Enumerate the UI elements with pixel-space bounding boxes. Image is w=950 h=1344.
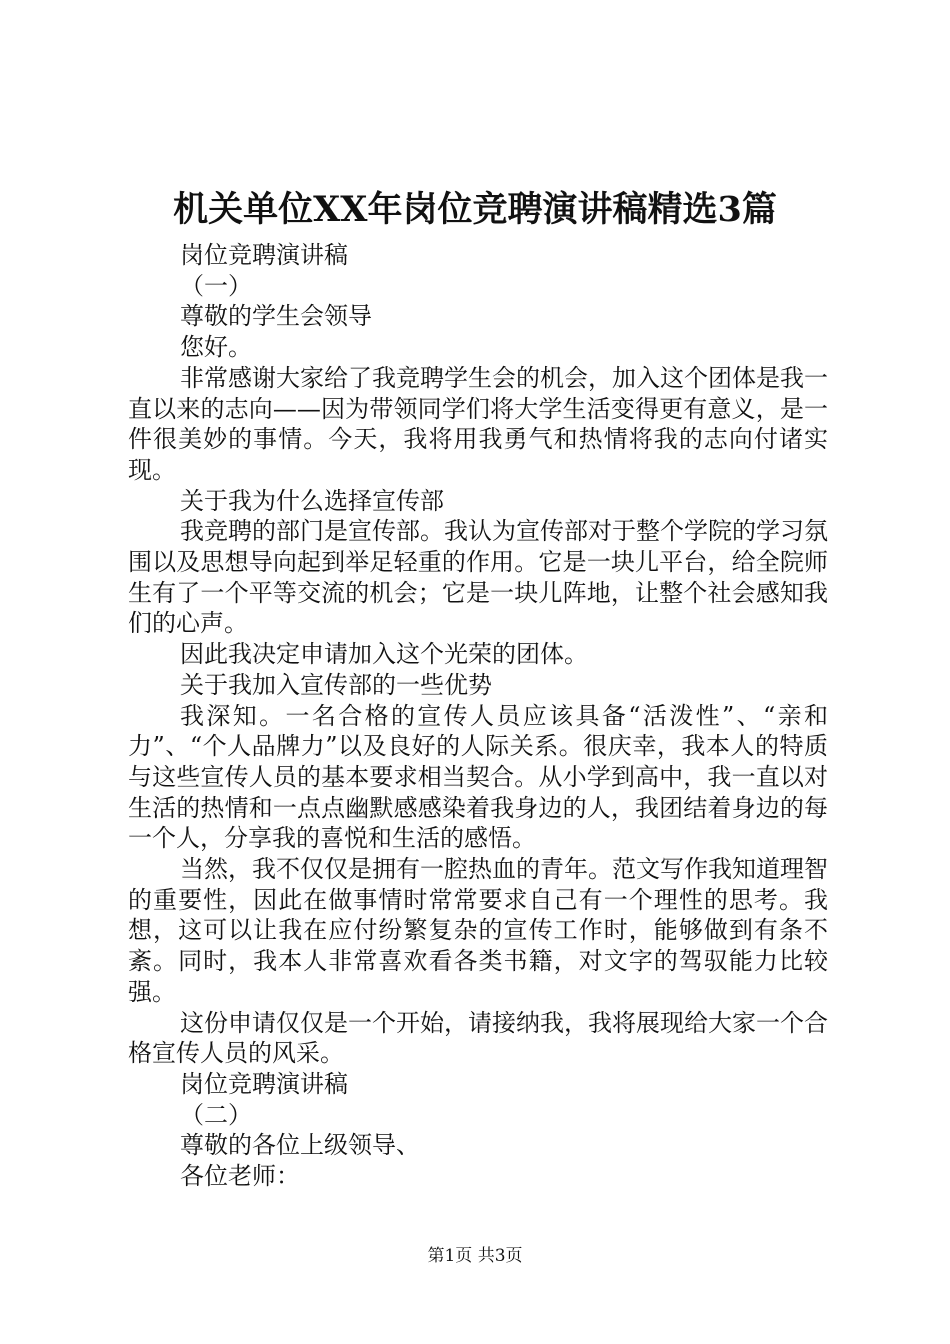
text-line: 岗位竞聘演讲稿 (180, 1069, 348, 1098)
text-line: 关于我加入宣传部的一些优势 (180, 670, 492, 699)
text-line: （一） (180, 271, 252, 300)
paragraph: 非常感谢大家给了我竞聘学生会的机会，加入这个团体是我一直以来的志向——因为带领同学们将大学生活变得更有意义，是一件很美妙的事情。今天，我将用我勇气和热情将我的志向付诸实现。 (128, 363, 828, 484)
paragraph: 当然，我不仅仅是拥有一腔热血的青年。范文写作我知道理智的重要性，因此在做事情时常常要求自己有一个理性的思考。我想，这可以让我在应付纷繁复杂的宣传工作时，能够做到有条不紊。同时，我本人非常喜欢看各类书籍，对文字的驾驭能力比较强。 (128, 855, 828, 1006)
paragraph: 我深知。一名合格的宣传人员应该具备“活泼性”、“亲和力”、“个人品牌力”以及良好的人际关系。很庆幸，我本人的特质与这些宣传人员的基本要求相当契合。从小学到高中，我一直以对生活的热情和一点点幽默感感染着我身边的人，我团结着身边的每一个人，分享我的喜悦和生活的感悟。 (128, 701, 828, 853)
text-line: 您好。 (180, 333, 252, 362)
document-title: 机关单位XX年岗位竞聘演讲稿精选3篇 (173, 189, 777, 230)
page-footer: 第1页 共3页 (427, 1246, 523, 1266)
text-line: 尊敬的各位上级领导、 (180, 1131, 420, 1160)
text-line: 岗位竞聘演讲稿 (180, 241, 348, 269)
text-line: （二） (180, 1100, 252, 1129)
text-line: 关于我为什么选择宣传部 (180, 486, 444, 515)
paragraph: 这份申请仅仅是一个开始，请接纳我，我将展现给大家一个合格宣传人员的风采。 (128, 1008, 828, 1068)
text-line: 各位老师： (180, 1162, 300, 1191)
text-line: 尊敬的学生会领导 (180, 302, 372, 331)
text-line: 因此我决定申请加入这个光荣的团体。 (180, 640, 588, 669)
paragraph: 我竞聘的部门是宣传部。我认为宣传部对于整个学院的学习氛围以及思想导向起到举足轻重的作用。它是一块儿平台，给全院师生有了一个平等交流的机会；它是一块儿阵地，让整个社会感知我们的心声。 (128, 517, 828, 638)
document-body (128, 240, 828, 1192)
